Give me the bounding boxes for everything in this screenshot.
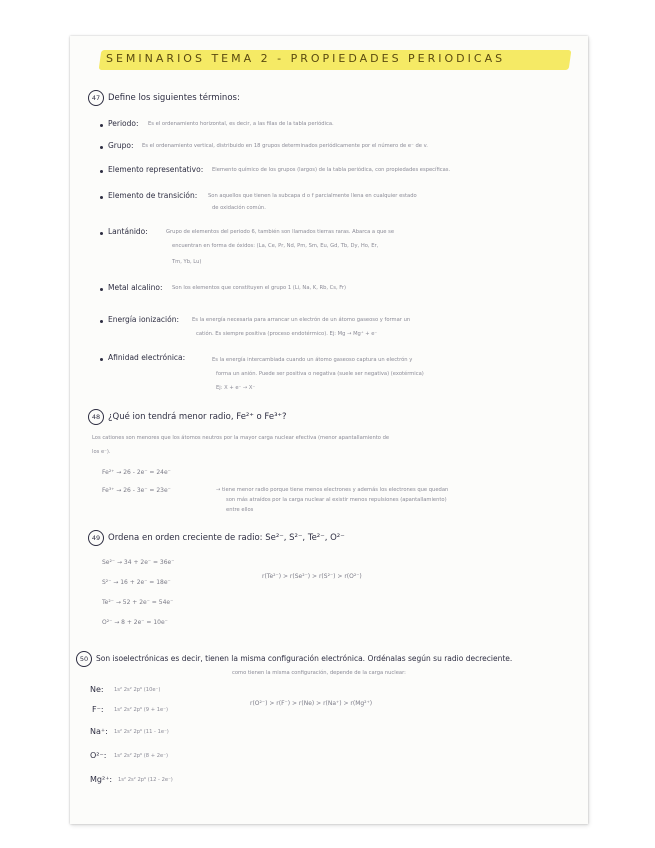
question-50-heading: Son isoelectrónicas es decir, tienen la misma configuración electrónica. Ordénalas según su radio decreciente. (96, 654, 513, 663)
term-elemento-representativo: Elemento representativo: (108, 165, 204, 174)
def-metal-alcalino: Son los elementos que constituyen el grupo 1 (Li, Na, K, Rb, Cs, Fr) (172, 285, 347, 291)
q49-line-s: S²⁻ → 16 + 2e⁻ = 18e⁻ (102, 579, 171, 586)
bullet (100, 358, 103, 361)
term-elemento-transicion: Elemento de transición: (108, 191, 198, 200)
bullet (100, 232, 103, 235)
bullet (100, 196, 103, 199)
term-metal-alcalino: Metal alcalino: (108, 283, 163, 292)
q50-config-f: 1s² 2s² 2p⁶ (9 + 1e⁻) (114, 707, 169, 713)
q48-note-1: → tiene menor radio porque tiene menos electrones y además los electrones que quedan (216, 487, 449, 493)
def-energia-ionizacion-2: catión. Es siempre positiva (proceso endotérmico). Ej: Mg → Mg⁺ + e⁻ (196, 331, 378, 337)
def-afinidad-electronica-3: Ej: X + e⁻ → X⁻ (216, 385, 256, 391)
def-afinidad-electronica-2: forma un anión. Puede ser positiva o negativa (suele ser negativa) (exotérmica) (216, 371, 424, 377)
def-afinidad-electronica-1: Es la energía intercambiada cuando un átomo gaseoso captura un electrón y (212, 357, 413, 363)
question-number-47: 47 (88, 90, 104, 106)
bullet (100, 320, 103, 323)
q50-ion-f: F⁻: (92, 705, 104, 714)
q50-ion-ne: Ne: (90, 685, 104, 694)
q50-ion-na: Na⁺: (90, 727, 108, 736)
def-lantanido-1: Grupo de elementos del periodo 6, también son llamados tierras raras. Abarca a que se (166, 229, 395, 235)
q48-line-fe2: Fe²⁺ → 26 - 2e⁻ = 24e⁻ (102, 469, 171, 476)
q48-explanation-2: los e⁻). (92, 449, 111, 455)
question-number-49: 49 (88, 530, 104, 546)
question-number-48: 48 (88, 409, 104, 425)
question-49-heading: Ordena en orden creciente de radio: Se²⁻, S²⁻, Te²⁻, O²⁻ (108, 533, 345, 543)
q50-order: r(O²⁻) > r(F⁻) > r(Ne) > r(Na⁺) > r(Mg²⁺) (250, 700, 373, 707)
q49-order: r(Te²⁻) > r(Se²⁻) > r(S²⁻) > r(O²⁻) (262, 573, 362, 580)
def-periodo: Es el ordenamiento horizontal, es decir, a las filas de la tabla periódica. (148, 121, 334, 127)
q49-line-te: Te²⁻ → 52 + 2e⁻ = 54e⁻ (102, 599, 174, 606)
term-energia-ionizacion: Energía ionización: (108, 315, 180, 324)
term-afinidad-electronica: Afinidad electrónica: (108, 353, 186, 362)
question-number-50: 50 (76, 651, 92, 667)
term-grupo: Grupo: (108, 141, 134, 150)
term-periodo: Periodo: (108, 119, 139, 128)
def-elemento-transicion-1: Son aquellos que tienen la subcapa d o f parcialmente llena en cualquier estado (208, 193, 417, 199)
q50-config-mg: 1s² 2s² 2p⁶ (12 - 2e⁻) (118, 777, 173, 783)
q50-config-o: 1s² 2s² 2p⁶ (8 + 2e⁻) (114, 753, 169, 759)
q50-ion-o: O²⁻: (90, 751, 107, 760)
def-lantanido-3: Tm, Yb, Lu) (172, 259, 202, 265)
q48-note-3: entre ellos (226, 507, 254, 513)
page-title: SEMINARIOS TEMA 2 - PROPIEDADES PERIODICAS (106, 52, 506, 65)
q49-line-o: O²⁻ → 8 + 2e⁻ = 10e⁻ (102, 619, 168, 626)
q50-ion-mg: Mg²⁺: (90, 775, 113, 784)
bullet (100, 170, 103, 173)
q49-line-se: Se²⁻ → 34 + 2e⁻ = 36e⁻ (102, 559, 175, 566)
bullet (100, 124, 103, 127)
def-elemento-representativo: Elemento químico de los grupos (largos) de la tabla periódica, con propiedades específicas. (212, 167, 451, 173)
q48-explanation-1: Los cationes son menores que los átomos neutros por la mayor carga nuclear efectiva (menor apantallamiento de (92, 435, 390, 441)
def-lantanido-2: encuentran en forma de óxidos: (La, Ce, Pr, Nd, Pm, Sm, Eu, Gd, Tb, Dy, Ho, Er, (172, 243, 379, 249)
term-lantanido: Lantánido: (108, 227, 148, 236)
bullet (100, 288, 103, 291)
bullet (100, 146, 103, 149)
def-elemento-transicion-2: de oxidación común. (212, 205, 266, 211)
q50-config-na: 1s² 2s² 2p⁶ (11 - 1e⁻) (114, 729, 169, 735)
q48-line-fe3: Fe³⁺ → 26 - 3e⁻ = 23e⁻ (102, 487, 171, 494)
question-47-heading: Define los siguientes términos: (108, 93, 240, 103)
q50-config-ne: 1s² 2s² 2p⁶ (10e⁻) (114, 687, 161, 693)
question-48-heading: ¿Qué ion tendrá menor radio, Fe²⁺ o Fe³⁺? (108, 412, 287, 422)
def-grupo: Es el ordenamiento vertical, distribuido en 18 grupos determinados periódicamente por el número de e⁻ de v. (142, 143, 428, 149)
q50-subheading: como tienen la misma configuración, depende de la carga nuclear: (232, 670, 406, 676)
q48-note-2: son más atraídos por la carga nuclear al existir menos repulsiones (apantallamiento) (226, 497, 447, 503)
def-energia-ionizacion-1: Es la energía necesaria para arrancar un electrón de un átomo gaseoso y formar un (192, 317, 411, 323)
